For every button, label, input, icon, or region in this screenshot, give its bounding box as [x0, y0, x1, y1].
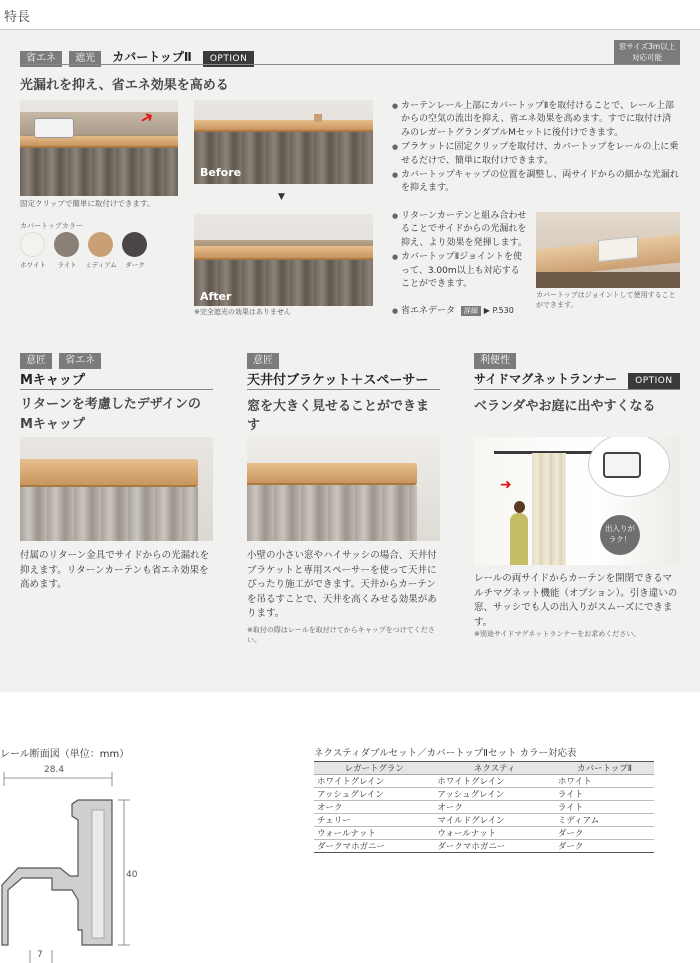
feature1-divider: [20, 64, 680, 65]
bracket: [314, 114, 322, 122]
table-cell: ホワイト: [555, 775, 654, 788]
table-row: [314, 827, 654, 840]
table-cell: アッシュグレイン: [434, 788, 554, 801]
curtain-edge: [536, 272, 680, 288]
feature2-subtitle: リターンを考慮したデザインのMキャップ: [20, 397, 201, 432]
table-cell: ウォールナット: [314, 827, 434, 840]
energy-label: 省エネデータ: [400, 306, 455, 316]
tag-design: 意匠: [20, 353, 52, 369]
table-row: [314, 801, 654, 814]
feature2-tags: [20, 348, 213, 369]
header-nexty: ネクスティ: [434, 762, 554, 775]
table-cell: ダーク: [555, 827, 654, 840]
joint-caption: カバートップはジョイントして使用することができます。: [536, 291, 676, 309]
table-row: [314, 788, 654, 801]
table-cell: チェリー: [314, 814, 434, 827]
color-swatch-label: ホワイト: [20, 261, 46, 269]
person-head: [514, 501, 525, 513]
speech-bubble: [600, 515, 640, 555]
table-row: [314, 840, 654, 853]
bullet-item: ● カーテンレール上部にカバートップⅡを取付けることで、レール上部からの空気の流出を抑え、省エネ効果を高めます。すでに取付け済みのレガートグランダブルMセットに後付けできます。: [392, 100, 680, 140]
table-header-row: [314, 762, 654, 775]
tag-energy-saving: 省エネ: [20, 51, 62, 67]
down-arrow-icon: ▼: [278, 192, 285, 202]
bullet-item: ● カバートップキャップの位置を調整し、両サイドからの細かな光漏れを抑えます。: [392, 169, 680, 196]
curtain: [20, 487, 198, 541]
color-table: [314, 761, 654, 853]
header-legato-grand: レガートグラン: [314, 762, 434, 775]
bullet-item: ● リターンカーテンと組み合わせることでサイドからの光漏れを抑え、より効果を発揮します。: [392, 210, 528, 250]
tag-shading: 遮光: [69, 51, 101, 67]
width-value: 28.4: [44, 765, 65, 775]
table-cell: ホワイトグレイン: [434, 775, 554, 788]
page-reference: ▶ P.530: [483, 306, 514, 315]
table-cell: アッシュグレイン: [314, 788, 434, 801]
fixing-clip: [34, 118, 74, 138]
header-cover-top: カバートップⅡ: [555, 762, 654, 775]
arrow-icon: ➜: [136, 105, 158, 130]
height-value: 40: [126, 870, 138, 880]
feature3-tags: [247, 348, 440, 369]
magnet-runner-photo: [474, 437, 680, 565]
rail-cross-section: [0, 760, 150, 963]
table-cell: ミディアム: [555, 814, 654, 827]
feature3-text: 小壁の小さい窓やハイサッシの場合、天井付ブラケットと専用スペーサーを使って天井にぴったり施工ができます。天井からカーテンを吊るすことで、天井を高くみせる効果があります。: [247, 550, 437, 619]
runner-part: [603, 452, 641, 478]
feature3-note: ※取付の際はレールを取付けてからキャップをつけてください。: [247, 626, 435, 644]
table-cell: ウォールナット: [434, 827, 554, 840]
badge-line-2: 対応可能: [632, 53, 662, 62]
tag-convenience: 利便性: [474, 353, 516, 369]
feature2-divider: [20, 389, 213, 390]
table-row: [314, 775, 654, 788]
feature2-text: 付属のリターン金具でサイドからの光漏れを抑えます。リターンカーテンも省エネ効果を高めます。: [20, 550, 210, 590]
curtain: [532, 453, 566, 565]
feature3-divider: [247, 389, 440, 390]
curtain: [20, 148, 178, 196]
color-swatch: [20, 232, 45, 257]
feature3-subtitle: 窓を大きく見せることができます: [247, 399, 430, 433]
page-title: 特長: [0, 6, 700, 30]
window-size-badge: [614, 40, 680, 64]
table-cell: ダーク: [555, 840, 654, 853]
option-badge: OPTION: [203, 51, 254, 67]
person: [510, 513, 528, 565]
clip-photo: [20, 100, 178, 196]
feature1-bullets-side: [392, 210, 528, 292]
color-swatch-label: ダーク: [125, 261, 145, 269]
table-cell: オーク: [314, 801, 434, 814]
runner-zoom-circle: [588, 437, 670, 497]
color-swatch: [54, 232, 79, 257]
feature4-title: サイドマグネットランナー: [474, 372, 618, 386]
after-label: After: [200, 290, 232, 303]
bubble-line-1: 出入りが: [605, 524, 635, 533]
feature2-title: Mキャップ: [20, 373, 85, 388]
energy-data-link[interactable]: ● 省エネデータ 詳細 ▶ P.530: [392, 306, 514, 316]
bullet-item: ● カバートップⅡジョイントを使って、3.00m以上も対応することができます。: [392, 251, 528, 291]
table-cell: ホワイトグレイン: [314, 775, 434, 788]
before-photo: [194, 100, 373, 184]
detail-badge: 詳細: [461, 306, 481, 316]
bubble-line-2: ラク！: [608, 535, 632, 544]
rail-wood: [194, 246, 373, 260]
table-cell: ライト: [555, 788, 654, 801]
feature4-divider: [474, 389, 680, 390]
curtain: [247, 485, 417, 541]
feature1-subtitle: 光漏れを抑え、省エネ効果を高める: [20, 78, 229, 93]
mcap-photo: [20, 437, 213, 541]
after-note: ※完全遮光の効果はありません: [194, 308, 291, 316]
option-badge: OPTION: [628, 373, 679, 389]
arrow-icon: ➜: [500, 477, 512, 493]
table-cell: マイルドグレイン: [434, 814, 554, 827]
table-cell: ダークマホガニー: [314, 840, 434, 853]
table-cell: オーク: [434, 801, 554, 814]
bullet-item: ● ブラケットに固定クリップを取付け、カバートップをレールの上に乗せるだけで、簡単に取付けできます。: [392, 141, 680, 168]
color-swatch: [122, 232, 147, 257]
rail-inner: [92, 810, 104, 938]
diagram-title: レール断面図（単位：mm）: [0, 749, 130, 760]
feature4-note: ※別途サイドマグネットランナーをお求めください。: [474, 630, 641, 638]
feature1-title: カバートップⅡ: [112, 50, 192, 64]
rail-wood: [247, 463, 417, 485]
feature1-bullets-top: [392, 100, 680, 197]
color-swatch-label: ミディアム: [85, 261, 117, 269]
color-swatch-label: ライト: [57, 261, 77, 269]
table-body: [314, 775, 654, 853]
feature4-text: レールの両サイドからカーテンを開閉できるマルチマグネット機能（オプション）。引き違いの窓、サッシでも人の出入りがスムーズにできます。: [474, 573, 678, 628]
feature4-tags: [474, 348, 680, 369]
joint-part: [598, 236, 638, 262]
color-table-title: ネクスティダブルセット／カバートップⅡセット カラー対応表: [314, 748, 577, 759]
clip-caption: 固定クリップで簡単に取付けできます。: [20, 199, 155, 208]
table-cell: ダークマホガニー: [434, 840, 554, 853]
tag-design: 意匠: [247, 353, 279, 369]
color-label: カバートップカラー: [20, 222, 83, 230]
table-cell: ライト: [555, 801, 654, 814]
feature3-title: 天井付ブラケット＋スペーサー: [247, 373, 429, 388]
feature4-header: [474, 368, 680, 389]
tag-energy-saving: 省エネ: [59, 353, 101, 369]
feature1-header: [20, 46, 680, 64]
badge-line-1: 窓サイズ3m以上: [618, 42, 676, 51]
joint-photo: [536, 212, 680, 288]
before-label: Before: [200, 166, 242, 179]
feature4-subtitle: ベランダやお庭に出やすくなる: [474, 399, 656, 414]
rail-wood: [194, 120, 373, 132]
ceiling-bracket-photo: [247, 437, 440, 541]
gap-value: 7: [37, 950, 43, 960]
after-photo: [194, 214, 373, 306]
mcap-rail: [20, 459, 198, 487]
table-row: [314, 814, 654, 827]
color-swatch: [88, 232, 113, 257]
